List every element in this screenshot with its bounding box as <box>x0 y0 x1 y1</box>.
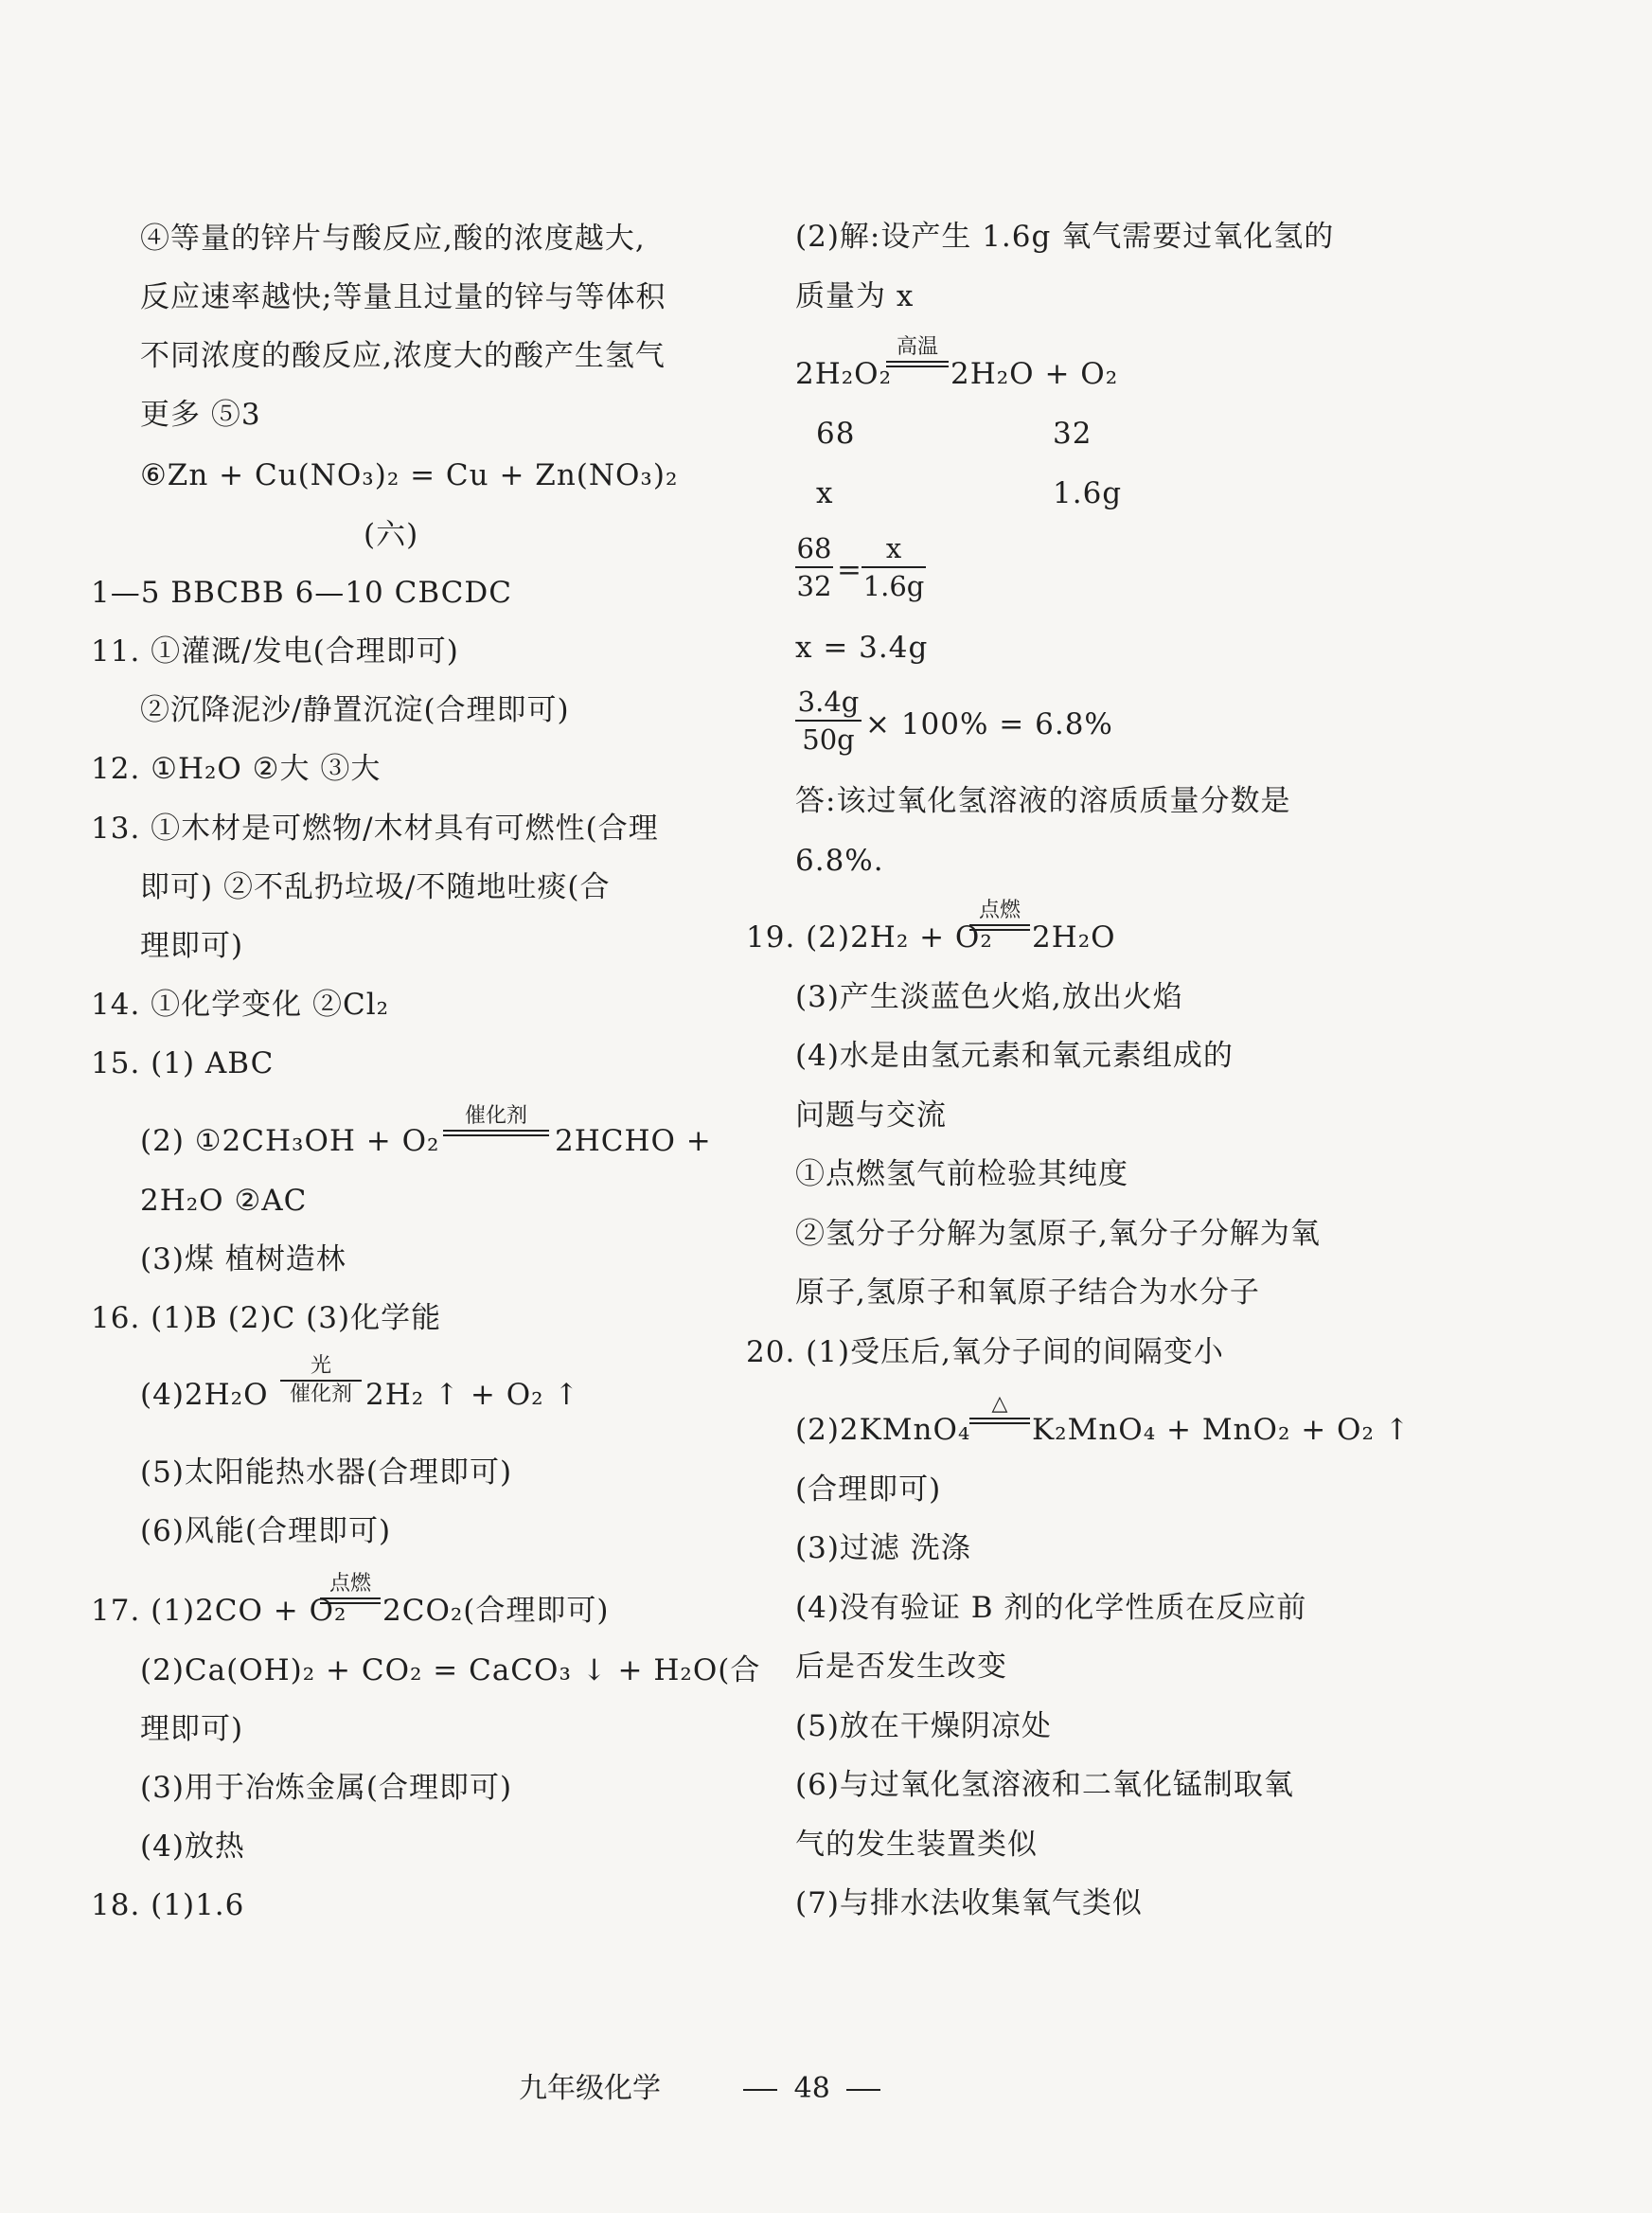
reaction-condition: 点燃 <box>978 899 1021 922</box>
reaction-arrow <box>969 1394 1030 1427</box>
answer-line: 13. ①木材是可燃物/木材具有可燃性(合理 <box>91 812 659 846</box>
fraction: 3.4g 50g <box>795 686 862 756</box>
equation-left: (2) ①2CH₃OH + O₂ <box>140 1124 440 1158</box>
answer-line: (5)太阳能热水器(合理即可) <box>140 1455 513 1490</box>
reaction-condition: 高温 <box>896 335 938 359</box>
answer-line: 质量为 x <box>795 279 915 313</box>
heat-condition: △ <box>991 1392 1008 1416</box>
answer-line: 11. ①灌溉/发电(合理即可) <box>91 634 459 669</box>
molar-mass: 68 <box>816 417 856 451</box>
equation-left: (2)2KMnO₄ <box>795 1413 971 1447</box>
fraction: 68 32 <box>796 532 832 602</box>
equation-right: 2CO₂(合理即可) <box>382 1594 610 1628</box>
reaction-arrow <box>443 1106 549 1139</box>
answer-line: 理即可) <box>140 1712 244 1746</box>
equation-line: ⑥Zn + Cu(NO₃)₂ = Cu + Zn(NO₃)₂ <box>140 458 679 492</box>
answer-line: 理即可) <box>140 929 244 963</box>
known-mass: 1.6g <box>1053 476 1123 510</box>
answer-line: (4)没有验证 B 剂的化学性质在反应前 <box>795 1591 1307 1625</box>
reaction-condition-bottom: 催化剂 <box>289 1383 352 1406</box>
answer-line: 15. (1) ABC <box>91 1046 275 1080</box>
answer-line: 12. ①H₂O ②大 ③大 <box>91 752 382 786</box>
answer-line: 更多 ⑤3 <box>140 398 261 432</box>
answer-line: (3)煤 植树造林 <box>140 1242 346 1276</box>
footer-subject: 九年级化学 <box>519 2072 661 2105</box>
answer-line: 2H₂O ②AC <box>140 1184 308 1218</box>
answer-line: 答:该过氧化氢溶液的溶质质量分数是 <box>795 784 1291 818</box>
answer-line: (3)用于冶炼金属(合理即可) <box>140 1771 513 1805</box>
equation-left: 17. (1)2CO + O₂ <box>91 1594 347 1628</box>
answer-line: (3)产生淡蓝色火焰,放出火焰 <box>795 980 1183 1014</box>
answer-line: (6)风能(合理即可) <box>140 1514 392 1548</box>
reaction-condition: 催化剂 <box>464 1104 527 1128</box>
answer-line: 1—5 BBCBB 6—10 CBCDC <box>91 576 512 610</box>
unknown-mass: x <box>816 476 834 510</box>
fraction: x 1.6g <box>862 532 925 602</box>
answer-line: 不同浓度的酸反应,浓度大的酸产生氢气 <box>140 339 666 373</box>
equation-left: 2H₂O₂ <box>795 357 893 391</box>
answer-line: 气的发生装置类似 <box>795 1828 1038 1862</box>
answer-line: 反应速率越快;等量且过量的锌与等体积 <box>140 280 666 314</box>
reaction-arrow <box>886 337 949 370</box>
answer-line: 18. (1)1.6 <box>91 1888 245 1922</box>
answer-line: (3)过滤 洗涤 <box>795 1531 971 1565</box>
answer-line: 即可) ②不乱扔垃圾/不随地吐痰(合 <box>140 870 611 904</box>
answer-line: 问题与交流 <box>795 1098 947 1133</box>
answer-line: 16. (1)B (2)C (3)化学能 <box>91 1301 442 1335</box>
answer-line: (4)水是由氢元素和氧元素组成的 <box>795 1039 1234 1073</box>
answer-line: 14. ①化学变化 ②Cl₂ <box>91 988 390 1022</box>
answer-line: × 100% = 6.8% <box>865 707 1113 741</box>
answer-line: 后是否发生改变 <box>795 1650 1007 1684</box>
answer-line: x = 3.4g <box>795 631 929 665</box>
equation-right: K₂MnO₄ + MnO₂ + O₂ ↑ <box>1032 1413 1411 1447</box>
answer-line: (5)放在干燥阴凉处 <box>795 1709 1052 1743</box>
equation-right: 2HCHO + <box>555 1124 712 1158</box>
answer-line: (6)与过氧化氢溶液和二氧化锰制取氧 <box>795 1768 1294 1802</box>
reaction-arrow <box>320 1574 381 1607</box>
answer-line: (合理即可) <box>795 1472 942 1507</box>
reaction-condition-top: 光 <box>310 1354 331 1378</box>
equation-right: 2H₂O + O₂ <box>950 357 1119 391</box>
page-footer <box>519 2064 888 2106</box>
reaction-condition: 点燃 <box>329 1572 371 1596</box>
answer-line: ①点燃氢气前检验其纯度 <box>795 1157 1128 1191</box>
equals-sign: = <box>837 553 862 587</box>
page-number: 48 <box>793 2072 830 2105</box>
equation-left: 19. (2)2H₂ + O₂ <box>746 920 993 955</box>
section-heading: (六) <box>364 518 419 552</box>
reaction-arrow <box>280 1356 362 1405</box>
molar-mass: 32 <box>1053 417 1092 451</box>
equation-right: 2H₂ ↑ + O₂ ↑ <box>365 1378 580 1412</box>
equation-left: (4)2H₂O <box>140 1378 269 1412</box>
reaction-arrow <box>969 901 1030 934</box>
answer-line: 6.8%. <box>795 844 884 878</box>
answer-line: (4)放热 <box>140 1829 245 1864</box>
answer-line: ②沉降泥沙/静置沉淀(合理即可) <box>140 693 570 727</box>
equation-right: 2H₂O <box>1032 920 1116 955</box>
answer-line: (2)解:设产生 1.6g 氧气需要过氧化氢的 <box>795 220 1335 254</box>
equation-line: (2)Ca(OH)₂ + CO₂ = CaCO₃ ↓ + H₂O(合 <box>140 1653 761 1687</box>
answer-line: ②氢分子分解为氢原子,氧分子分解为氧 <box>795 1217 1321 1251</box>
answer-line: 原子,氢原子和氧原子结合为水分子 <box>795 1276 1260 1310</box>
answer-line: 20. (1)受压后,氧分子间的间隔变小 <box>746 1335 1224 1369</box>
answer-line: ④等量的锌片与酸反应,酸的浓度越大, <box>140 222 646 256</box>
answer-line: (7)与排水法收集氧气类似 <box>795 1886 1143 1920</box>
